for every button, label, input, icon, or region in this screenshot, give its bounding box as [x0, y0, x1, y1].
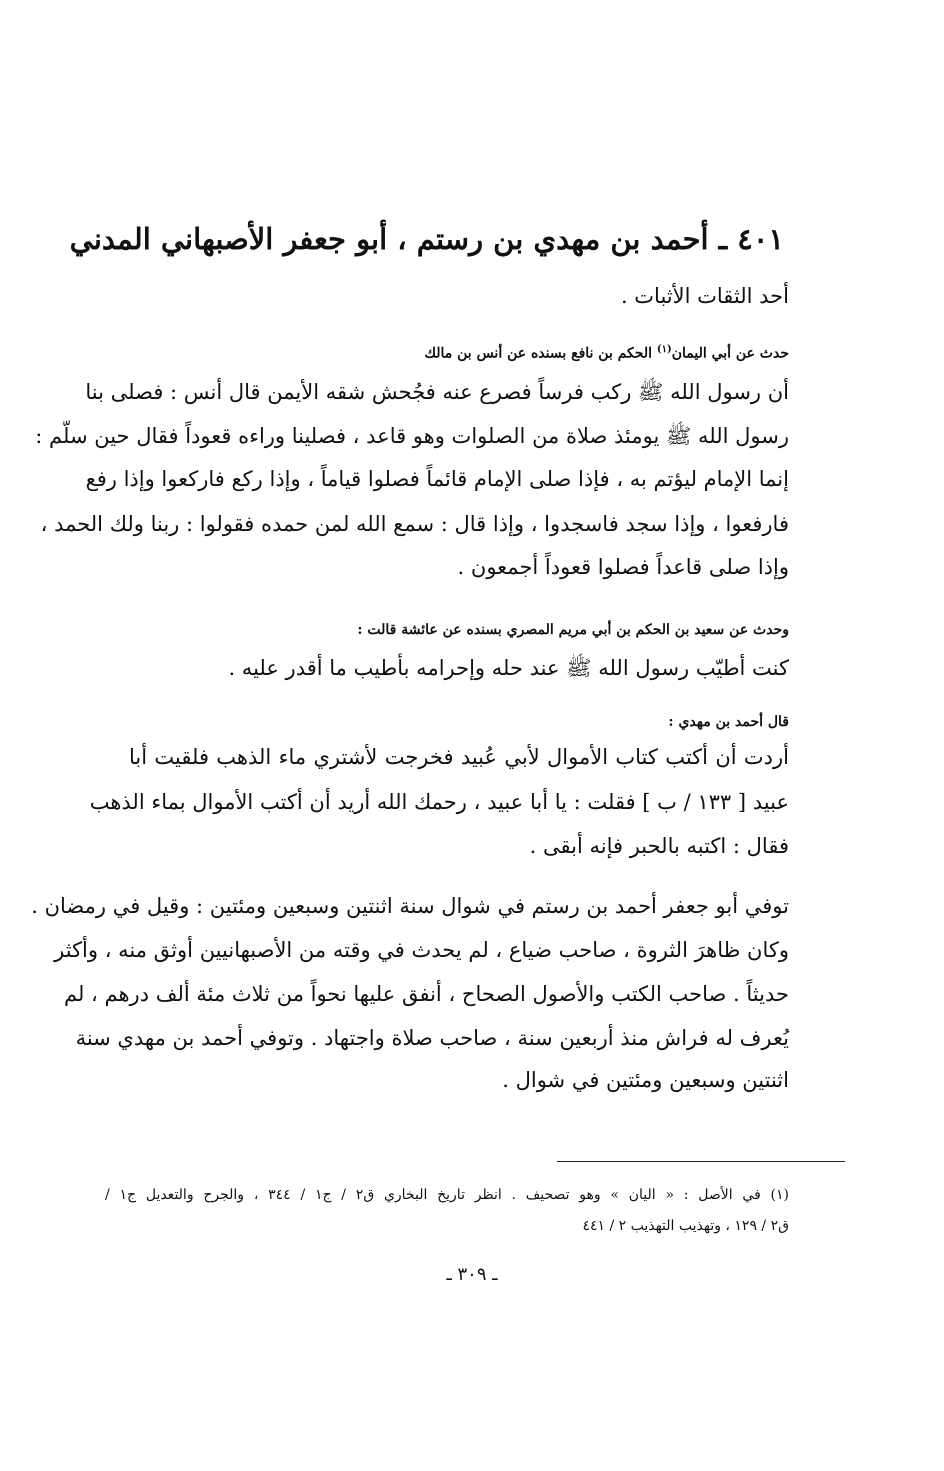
hadith-1-line: فارفعوا ، وإذا سجد فاسجدوا ، وإذا قال : سمع الله لمن حمده فقولوا : ربنا ولك الحمد ،: [40, 512, 789, 536]
death-line: يُعرف له فراش منذ أربعين سنة ، صاحب صلاة واجتهاد . وتوفي أحمد بن مهدي سنة: [75, 1026, 789, 1050]
death-line: حديثاً . صاحب الكتب والأصول الصحاح ، أنفق عليها نحواً من ثلاث مئة ألف درهم ، لم: [64, 982, 789, 1006]
hadith-1-line: رسول الله ﷺ يومئذ صلاة من الصلوات وهو قاعد ، فصلينا وراءه قعوداً فقال حين سلّم :: [35, 424, 789, 448]
death-line: اثنتين وسبعين ومئتين في شوال .: [502, 1068, 789, 1092]
quote-line: عبيد [ ١٣٣ / ب ] فقلت : يا أبا عبيد ، رحمك الله أريد أن أكتب الأموال بماء الذهب: [89, 790, 789, 814]
quote-line: فقال : اكتبه بالحبر فإنه أبقى .: [529, 834, 789, 858]
entry-title: ٤٠١ ـ أحمد بن مهدي بن رستم ، أبو جعفر الأصبهاني المدني: [69, 222, 784, 256]
hadith-1-line: وإذا صلى قاعداً فصلوا قعوداً أجمعون .: [457, 555, 789, 579]
footnote-line: (١) في الأصل : « اليان » وهو تصحيف . انظر تاريخ البخاري ق٢ / ج١ / ٣٤٤ ، والجرح والتعديل ج١ /: [105, 1187, 790, 1203]
death-line: توفي أبو جعفر أحمد بن رستم في شوال سنة اثنتين وسبعين ومئتين : وقيل في رمضان .: [31, 894, 789, 918]
hadith-1-line: إنما الإمام ليؤتم به ، فإذا صلى الإمام قائماً فصلوا قياماً ، وإذا ركع فاركعوا وإذا رفع: [85, 467, 789, 491]
hadith-1-intro-text: حدث عن أبي اليمان: [671, 345, 789, 362]
quote-line: أردت أن أكتب كتاب الأموال لأبي عُبيد فخرجت لأشتري ماء الذهب فلقيت أبا: [129, 745, 789, 769]
quote-intro: قال أحمد بن مهدي :: [668, 714, 789, 730]
footnote-line: ق٢ / ١٢٩ ، وتهذيب التهذيب ٢ / ٤٤١: [582, 1218, 789, 1234]
footnote-separator: [557, 1161, 845, 1162]
entry-summary: أحد الثقات الأثبات .: [620, 284, 789, 308]
page-number: ـ ٣٠٩ ـ: [446, 1264, 498, 1285]
hadith-2-line: كنت أطيّب رسول الله ﷺ عند حله وإحرامه بأطيب ما أقدر عليه .: [228, 656, 789, 680]
death-line: وكان ظاهرَ الثروة ، صاحب ضياع ، لم يحدث في وقته من الأصبهانيين أوثق منه ، وأكثر: [54, 938, 789, 962]
hadith-2-intro: وحدث عن سعيد بن الحكم بن أبي مريم المصري بسنده عن عائشة قالت :: [357, 622, 789, 638]
hadith-1-intro-rest: الحكم بن نافع بسنده عن أنس بن مالك: [424, 345, 657, 362]
footnote-marker: (١): [656, 344, 672, 355]
hadith-1-line: أن رسول الله ﷺ ركب فرساً فصرع عنه فجُحش شقه الأيمن قال أنس : فصلى بنا: [85, 380, 789, 404]
hadith-1-intro: [424, 344, 789, 362]
